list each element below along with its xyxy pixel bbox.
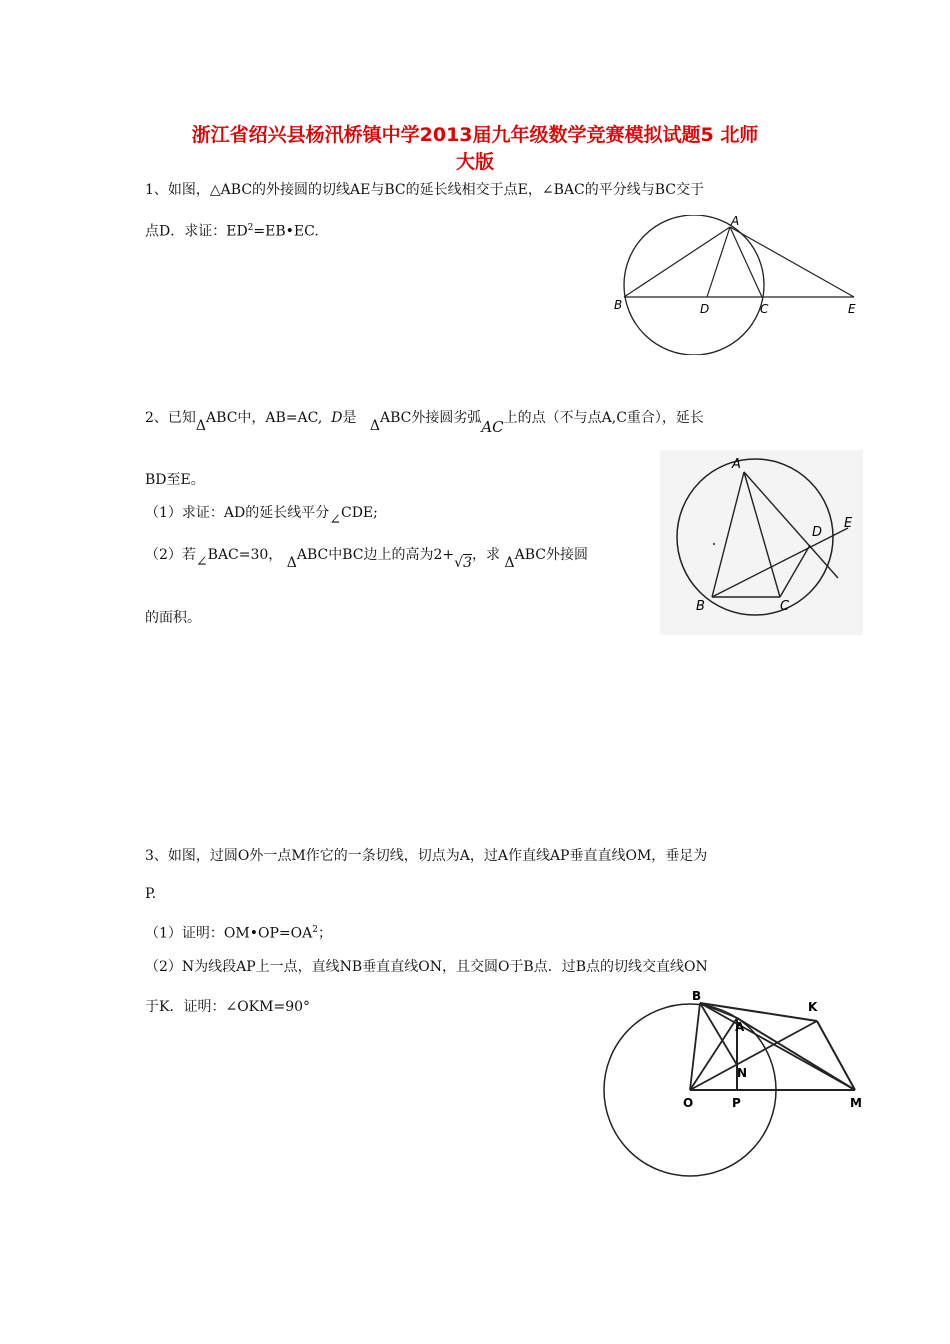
q1-label-a: A <box>731 215 740 228</box>
q2-sub2-text-c: ABC中BC边上的高为2+ <box>296 547 455 563</box>
q2-triangle-symbol-1: Δ <box>195 418 207 434</box>
q2-text-a: 2、已知 <box>145 410 196 426</box>
q2-sqrt: √3 <box>454 555 473 571</box>
title-line-2: 大版 <box>455 151 494 173</box>
q3-superscript: 2 <box>312 925 318 935</box>
q2-text-c: 是 <box>342 410 357 426</box>
q1-label-e: E <box>848 302 856 316</box>
q1-superscript: 2 <box>247 223 254 233</box>
q2-arc-ac: AC <box>481 418 504 436</box>
q2-label-d: D <box>812 525 823 540</box>
q3-sub-1 <box>145 920 332 944</box>
q2-sub1-text-b: CDE; <box>340 505 378 521</box>
q2-sqrt-value: 3 <box>463 555 473 571</box>
q2-triangle-symbol-4: Δ <box>504 555 515 571</box>
q1-line-1: 1、如图，△ABC的外接圆的切线AE与BC的延长线相交于点E，∠BAC的平分线与BC交于 <box>145 182 704 198</box>
q1-label-c: C <box>760 302 769 316</box>
q2-text-e: 上的点（不与点A,C重合），延长 <box>503 410 704 426</box>
q1-label-b: B <box>614 298 623 312</box>
q2-label-e: E <box>844 516 853 531</box>
q1-text-b: =EB•EC. <box>253 223 319 240</box>
q2-text-b: ABC中，AB=AC, <box>206 410 323 426</box>
q3-label-b: B <box>692 989 702 1003</box>
q1-label-d: D <box>700 302 710 316</box>
q3-segment-bn <box>700 1003 737 1065</box>
q2-text-d: ABC外接圆劣弧 <box>379 410 482 426</box>
q2-sub-2 <box>145 545 588 571</box>
q2-label-b: B <box>696 599 705 614</box>
q1-figure <box>610 215 870 355</box>
q1-line-2 <box>145 218 319 242</box>
q2-sub2-text-a: （2）若 <box>145 547 196 563</box>
q3-label-k: K <box>808 1000 818 1014</box>
q2-sub1-text: （1）求证：AD的延长线平分 <box>145 505 330 521</box>
title-line-1: 浙江省绍兴县杨汛桥镇中学2013届九年级数学竞赛模拟试题5 北师 <box>191 124 759 146</box>
q2-point-d: D <box>331 410 343 426</box>
q3-sub1-text-a: （1）证明：OM•OP=OA <box>145 925 313 942</box>
q1-segment-ad <box>707 227 730 297</box>
q2-angle-symbol-1: ∠ <box>329 512 341 528</box>
q2-angle-symbol-2: ∠ <box>195 554 208 570</box>
q3-label-a: A <box>735 1020 745 1034</box>
q2-center-dot <box>713 543 715 545</box>
q2-line-1 <box>145 407 704 436</box>
q2-label-c: C <box>780 599 790 614</box>
q2-triangle-symbol-2: Δ <box>369 418 380 434</box>
q3-sub-2-line-2: 于K．证明：∠OKM=90° <box>145 999 311 1015</box>
q2-sub2-text-e: ABC外接圆 <box>514 547 588 563</box>
q1-circumcircle <box>624 215 764 355</box>
q2-sub2-text-b: BAC=30， <box>207 547 283 563</box>
q2-sub2-text-d: ，求 <box>472 547 501 563</box>
q3-figure <box>595 985 875 1185</box>
q3-label-m: M <box>850 1096 862 1110</box>
q3-line-2: P. <box>145 886 157 902</box>
q2-sub-1 <box>145 503 378 528</box>
q3-label-p: P <box>732 1096 741 1110</box>
q2-line-2: BD至E。 <box>145 472 205 488</box>
q1-text-a: 点D．求证：ED <box>145 223 248 240</box>
q3-sub-2-line-1: （2）N为线段AP上一点，直线NB垂直直线ON，且交圆O于B点．过B点的切线交直线ON <box>145 959 708 975</box>
q3-label-o: O <box>683 1096 694 1110</box>
q2-sub-2-end: 的面积。 <box>145 610 201 626</box>
q1-tangent-ae <box>730 227 854 297</box>
q2-triangle-symbol-3: Δ <box>286 555 297 571</box>
document-title <box>120 122 830 176</box>
q3-line-1: 3、如图，过圆O外一点M作它的一条切线，切点为A，过A作直线AP垂直直线OM，垂足为 <box>145 848 708 864</box>
q2-figure <box>660 450 863 635</box>
q3-sub1-text-b: ； <box>317 925 332 942</box>
q1-segment-ab <box>624 227 730 297</box>
q2-label-a: A <box>732 457 741 472</box>
q3-label-n: N <box>737 1066 748 1080</box>
